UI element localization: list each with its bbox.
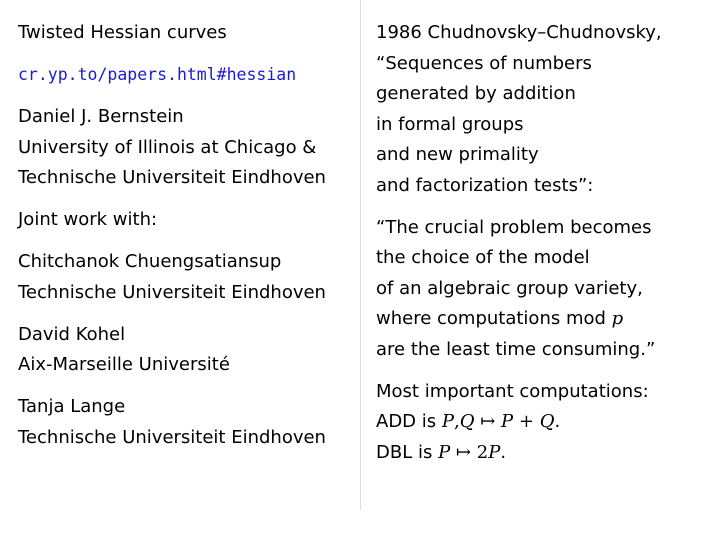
- joint-work-heading: Joint work with:: [18, 209, 158, 230]
- citation-line: and new primality: [376, 144, 539, 165]
- author-affiliation: Technische Universiteit Eindhoven: [18, 167, 326, 188]
- quote-text: where computations mod: [376, 308, 606, 329]
- citation-line: in formal groups: [376, 113, 524, 135]
- right-column: [376, 18, 706, 468]
- citation-line: generated by addition: [376, 83, 576, 104]
- author-name: Chitchanok Chuengsatiansup: [18, 251, 282, 272]
- slide-title: Twisted Hessian curves: [18, 22, 227, 43]
- computations-heading: Most important computations:: [376, 380, 649, 402]
- math-variable: P: [488, 441, 501, 463]
- math-variable: P: [441, 411, 454, 432]
- author-name: David Kohel: [18, 323, 126, 345]
- paper-url-link[interactable]: cr.yp.to/papers.html#hessian: [18, 65, 297, 84]
- add-label: ADD is: [376, 411, 437, 432]
- math-variable: p: [611, 308, 624, 329]
- author-affiliation: Technische Universiteit Eindhoven: [18, 426, 326, 448]
- quote-line: [376, 304, 706, 335]
- plus-symbol: +: [513, 411, 540, 432]
- dbl-label: DBL is: [376, 441, 433, 463]
- math-variable: Q: [539, 411, 555, 432]
- quote-line: “The crucial problem becomes: [376, 216, 652, 238]
- author-name: Tanja Lange: [18, 396, 126, 417]
- column-divider: [360, 0, 361, 510]
- math-variable: Q: [459, 411, 475, 432]
- mapsto-symbol: ↦: [474, 411, 502, 432]
- dbl-formula: [376, 438, 706, 469]
- author-affiliation: Technische Universiteit Eindhoven: [18, 281, 326, 303]
- math-variable: P: [438, 441, 451, 463]
- quote-line: of an algebraic group variety,: [376, 277, 643, 299]
- math-variable: P: [501, 411, 514, 432]
- quote-line: the choice of the model: [376, 247, 590, 268]
- math-comma: ,: [454, 411, 460, 432]
- citation-line: “Sequences of numbers: [376, 52, 592, 74]
- author-affiliation: University of Illinois at Chicago &: [18, 136, 317, 158]
- quote-line: are the least time consuming.”: [376, 338, 656, 360]
- period: .: [554, 411, 561, 432]
- mapsto-symbol: ↦: [450, 441, 477, 463]
- add-formula: [376, 407, 706, 438]
- author-affiliation: Aix-Marseille Université: [18, 354, 230, 375]
- left-column: [18, 18, 353, 453]
- math-number: 2: [476, 441, 489, 463]
- citation-line: 1986 Chudnovsky–Chudnovsky,: [376, 22, 662, 43]
- period: .: [500, 441, 507, 463]
- citation-line: and factorization tests”:: [376, 174, 594, 196]
- author-name: Daniel J. Bernstein: [18, 106, 184, 127]
